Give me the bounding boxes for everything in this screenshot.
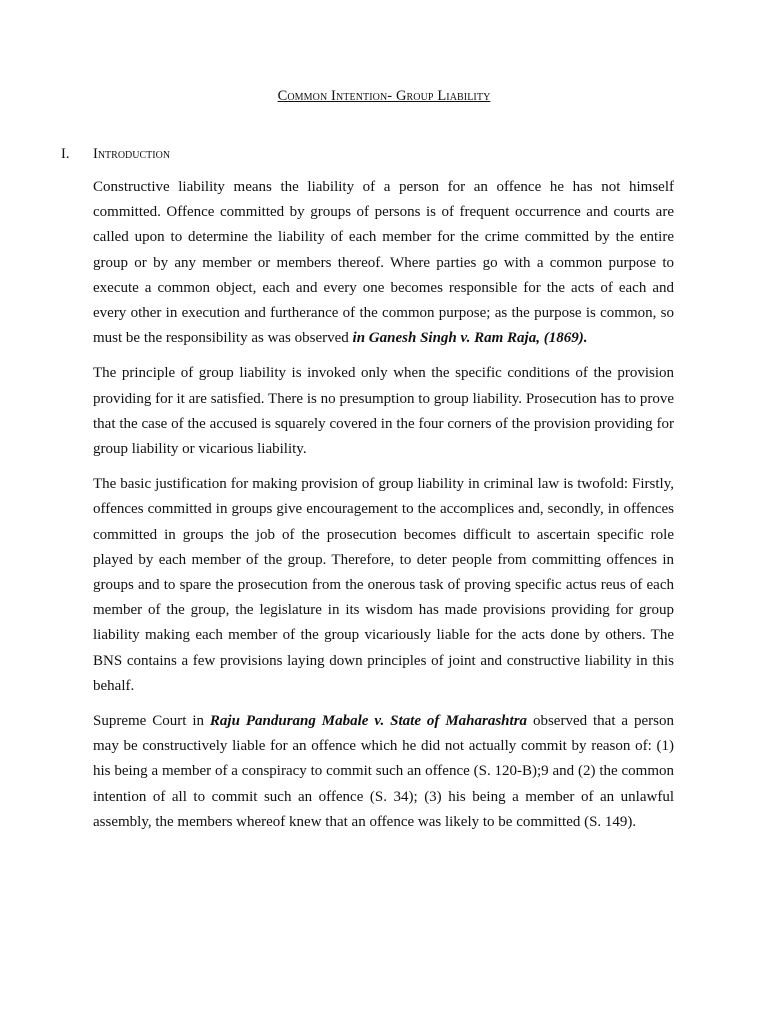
paragraph-group-liability-principle	[93, 361, 674, 462]
section-heading	[61, 146, 170, 163]
paragraph-text: Supreme Court in	[93, 713, 210, 730]
case-citation: in Ganesh Singh v. Ram Raja, (1869).	[352, 330, 588, 347]
case-citation: Raju Pandurang Mabale v. State of Maharashtra	[209, 713, 528, 730]
paragraph-text-continued: observed that a person may be constructively liable for an offence which he did not actually commit by reason of: (1) his being a member of a conspiracy to commit such an offence (S. 120-B);9 and (2) the common intention of all to commit such an offence (S. 34); (3) his being a member of an unlawful assembly, the members whereof knew that an offence was likely to be committed (S. 149).	[93, 713, 674, 830]
body-text	[93, 175, 674, 845]
paragraph-text: The principle of group liability is invoked only when the specific conditions of the provision providing for it are satisfied. There is no presumption to group liability. Prosecution has to prove that the case of the accused is squarely covered in the four corners of the provision providing for group liability or vicarious liability.	[93, 365, 674, 458]
paragraph-constructive-liability	[93, 175, 674, 351]
paragraph-text: Constructive liability means the liability of a person for an offence he has not himself committed. Offence committed by groups of persons is of frequent occurrence and courts are called upon to determine the liability of each member for the crime committed by the entire group or by any member or members thereof. Where parties go with a common purpose to execute a common object, each and every one becomes responsible for the acts of each and every other in execution and furtherance of the common purpose; as the purpose is common, so must be the responsibility as was observed	[93, 179, 674, 347]
section-title: Introduction	[93, 146, 171, 162]
paragraph-supreme-court	[93, 709, 674, 835]
document-title: Common Intention- Group Liability	[277, 88, 491, 104]
paragraph-text: The basic justification for making provision of group liability in criminal law is twofold: Firstly, offences committed in groups give encouragement to the accomplices and, secondly, in offences committed in groups the job of the prosecution becomes difficult to ascertain specific role played by each member of the group. Therefore, to deter people from committing offences in groups and to spare the prosecution from the onerous task of proving specific actus reus of each member of the group, the legislature in its wisdom has made provisions providing for group liability making each member of the group vicariously liable for the acts done by others. The BNS contains a few provisions laying down principles of joint and constructive liability in this behalf.	[93, 476, 674, 694]
section-number: I.	[61, 146, 70, 162]
paragraph-justification	[93, 472, 674, 699]
